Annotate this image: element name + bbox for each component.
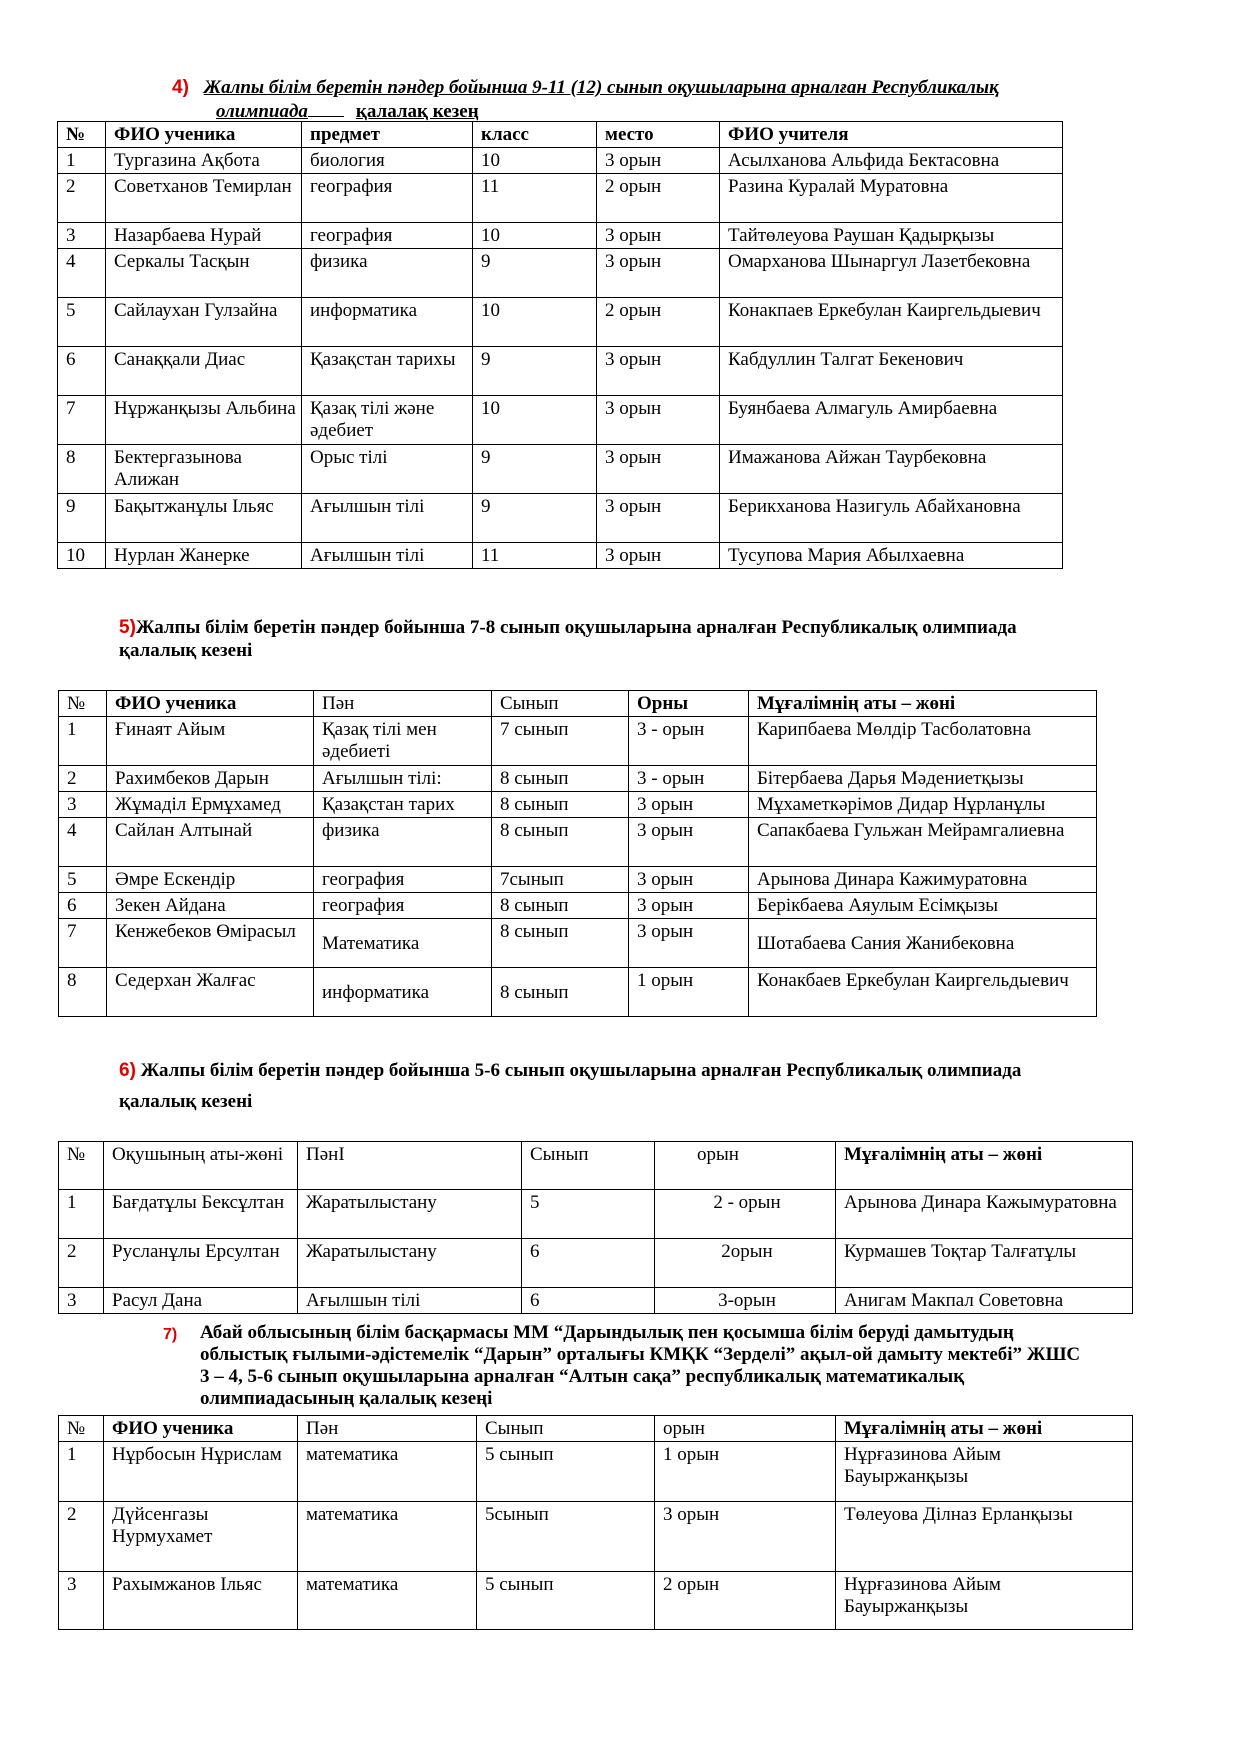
cell: математика (298, 1572, 477, 1630)
cell: 11 (473, 543, 597, 569)
cell: 3 (58, 223, 106, 249)
cell: физика (314, 818, 492, 867)
section5-number: 5) (119, 617, 136, 638)
header-student: ФИО ученика (106, 122, 302, 148)
cell: Конакбаев Еркебулан Каиргельдыевич (749, 968, 1097, 1017)
section6-number: 6) (119, 1060, 136, 1081)
cell: 8 сынып (492, 968, 629, 1017)
cell: Бақытжанұлы Ільяс (106, 494, 302, 543)
table-row (59, 792, 1097, 818)
cell: информатика (302, 298, 473, 347)
cell: Седерхан Жалғас (107, 968, 314, 1017)
table-header-row (58, 122, 1063, 148)
header-class: Сынып (492, 691, 629, 717)
cell: 3 орын (597, 148, 720, 174)
cell: Әмре Ескендір (107, 867, 314, 893)
cell: 2 орын (597, 174, 720, 223)
table-row (59, 818, 1097, 867)
header-number: № (59, 1142, 104, 1190)
cell: математика (298, 1502, 477, 1572)
cell: 3 орын (597, 347, 720, 396)
cell: Кенжебеков Өмірасыл (107, 919, 314, 968)
cell: 4 (58, 249, 106, 298)
cell: 2орын (655, 1239, 836, 1288)
section4-heading-line2 (216, 99, 479, 123)
cell: 3 орын (597, 223, 720, 249)
cell: 8 сынып (492, 792, 629, 818)
cell: Тайтөлеуова Раушан Қадырқызы (720, 223, 1063, 249)
cell: география (302, 223, 473, 249)
table-row (59, 867, 1097, 893)
cell: Рахимбеков Дарын (107, 766, 314, 792)
section4-heading (172, 77, 1112, 99)
section4-title-line2a: олимпиада (216, 101, 308, 122)
table-row (58, 298, 1063, 347)
cell: Ағылшын тілі (298, 1288, 522, 1314)
cell: 9 (473, 494, 597, 543)
cell: Расул Дана (104, 1288, 298, 1314)
section5-title-line1: Жалпы білім беретін пәндер бойынша 7-8 сынып оқушыларына арналған Республикалық олимпиада (135, 617, 1017, 638)
cell: 3 орын (629, 867, 749, 893)
section6-heading-line2 (119, 1091, 252, 1113)
table-row (58, 396, 1063, 445)
cell: Берікбаева Аяулым Есімқызы (749, 893, 1097, 919)
cell: Нұрбосын Нұрислам (104, 1442, 298, 1502)
cell: Омарханова Шынаргул Лазетбековна (720, 249, 1063, 298)
cell: география (314, 893, 492, 919)
cell: Арынова Динара Кажымуратовна (836, 1190, 1133, 1239)
cell: Санаққали Диас (106, 347, 302, 396)
table-row (58, 445, 1063, 494)
section7-title-line2: облыстық ғылыми-әдістемелік “Дарын” орталығы КМҚК “Зерделі” ақыл-ой дамыту мектебі” ЖШС (200, 1344, 1081, 1365)
cell: 4 (59, 818, 107, 867)
cell: 10 (473, 396, 597, 445)
cell: 8 сынып (492, 893, 629, 919)
cell: Берикханова Назигуль Абайхановна (720, 494, 1063, 543)
cell: 1 (59, 1190, 104, 1239)
cell: Зекен Айдана (107, 893, 314, 919)
cell: Анигам Макпал Советовна (836, 1288, 1133, 1314)
cell: 3 орын (629, 818, 749, 867)
cell: 3 (59, 1572, 104, 1630)
section5-title-line2: қалалық кезені (119, 640, 253, 661)
cell: 8 сынып (492, 766, 629, 792)
header-subject: предмет (302, 122, 473, 148)
cell: 1 орын (655, 1442, 836, 1502)
cell: 8 сынып (492, 919, 629, 968)
header-teacher: ФИО учителя (720, 122, 1063, 148)
cell: Нурлан Жанерке (106, 543, 302, 569)
cell: Русланұлы Ерсултан (104, 1239, 298, 1288)
table-row (59, 1572, 1133, 1630)
section7-table (58, 1415, 1133, 1630)
cell: 3 орын (629, 893, 749, 919)
cell: Бітербаева Дарья Мәдениетқызы (749, 766, 1097, 792)
cell: 10 (473, 148, 597, 174)
cell: Асылханова Альфида Бектасовна (720, 148, 1063, 174)
cell: 11 (473, 174, 597, 223)
section6-title-line2: қалалық кезені (119, 1091, 253, 1112)
header-teacher: Мұғалімнің аты – жөні (749, 691, 1097, 717)
table-row (58, 148, 1063, 174)
section4-title-line1: Жалпы білім беретін пәндер бойынша 9-11 (12) сынып оқушыларына арналған Республикалық (203, 77, 999, 98)
header-student: ФИО ученика (104, 1416, 298, 1442)
cell: 6 (522, 1239, 655, 1288)
section5-table (58, 690, 1097, 1017)
cell: 3 - орын (629, 766, 749, 792)
cell: Төлеуова Ділназ Ерланқызы (836, 1502, 1133, 1572)
header-subject: Пән (314, 691, 492, 717)
cell: Нұрғазинова Айым Бауыржанқызы (836, 1442, 1133, 1502)
cell: Қазақ тілі және әдебиет (302, 396, 473, 445)
table-row (59, 968, 1097, 1017)
cell: 6 (522, 1288, 655, 1314)
cell: Қазақстан тарихы (302, 347, 473, 396)
section6-title-line1: Жалпы білім беретін пәндер бойынша 5-6 сынып оқушыларына арналған Республикалық олимпиада (140, 1060, 1022, 1081)
section7-title-line4: олимпиадасының қалалық кезеңі (200, 1388, 493, 1409)
cell: Шотабаева Сания Жанибековна (749, 919, 1097, 968)
cell: биология (302, 148, 473, 174)
header-place: место (597, 122, 720, 148)
cell: 2 - орын (655, 1190, 836, 1239)
cell: 3 - орын (629, 717, 749, 766)
cell: Конакпаев Еркебулан Каиргельдыевич (720, 298, 1063, 347)
header-teacher: Мұғалімнің аты – жөні (836, 1416, 1133, 1442)
table-row (59, 1239, 1133, 1288)
cell: Нұрғазинова Айым Бауыржанқызы (836, 1572, 1133, 1630)
cell: 3 орын (597, 543, 720, 569)
cell: Карипбаева Мөлдір Тасболатовна (749, 717, 1097, 766)
header-student: ФИО ученика (107, 691, 314, 717)
cell: 8 (59, 968, 107, 1017)
cell: Буянбаева Алмагуль Амирбаевна (720, 396, 1063, 445)
header-place: орын (655, 1142, 836, 1190)
header-class: класс (473, 122, 597, 148)
cell: Математика (314, 919, 492, 968)
cell: 2 (59, 766, 107, 792)
cell: 10 (473, 298, 597, 347)
header-number: № (58, 122, 106, 148)
cell: 3 орын (597, 396, 720, 445)
cell: Жаратылыстану (298, 1190, 522, 1239)
cell: Ғинаят Айым (107, 717, 314, 766)
cell: Мұхаметкәрімов Дидар Нұрланұлы (749, 792, 1097, 818)
header-class: Сынып (477, 1416, 655, 1442)
cell: Курмашев Тоқтар Талғатұлы (836, 1239, 1133, 1288)
table-row (59, 919, 1097, 968)
cell: Дүйсенгазы Нурмухамет (104, 1502, 298, 1572)
table-header-row (59, 1416, 1133, 1442)
cell: 6 (58, 347, 106, 396)
cell: 1 (59, 717, 107, 766)
cell: информатика (314, 968, 492, 1017)
cell: Сайлаухан Гулзайна (106, 298, 302, 347)
cell: Қазақ тілі мен әдебиеті (314, 717, 492, 766)
cell: 9 (473, 249, 597, 298)
cell: 3 орын (597, 445, 720, 494)
cell: география (314, 867, 492, 893)
cell: 7сынып (492, 867, 629, 893)
section5-heading-line2 (119, 640, 252, 662)
section7-title-line1: Абай облысының білім басқармасы ММ “Дарындылық пен қосымша білім беруді дамытудың (200, 1322, 1014, 1343)
cell: Арынова Динара Кажимуратовна (749, 867, 1097, 893)
cell: Сапакбаева Гульжан Мейрамгалиевна (749, 818, 1097, 867)
table-row (59, 1442, 1133, 1502)
section7-title-line3: 3 – 4, 5-6 сынып оқушыларына арналған “Алтын сақа” республикалық математикалық (200, 1366, 965, 1387)
table-row (59, 893, 1097, 919)
table-row (59, 1288, 1133, 1314)
cell: Тусупова Мария Абылхаевна (720, 543, 1063, 569)
cell: 1 (58, 148, 106, 174)
cell: 10 (473, 223, 597, 249)
cell: Ағылшын тілі (302, 543, 473, 569)
cell: 9 (473, 445, 597, 494)
cell: Бектергазынова Алижан (106, 445, 302, 494)
cell: Разина Куралай Муратовна (720, 174, 1063, 223)
cell: 5 (59, 867, 107, 893)
cell: Жаратылыстану (298, 1239, 522, 1288)
header-subject: Пән (298, 1416, 477, 1442)
cell: Бағдатұлы Бексұлтан (104, 1190, 298, 1239)
cell: 7 сынып (492, 717, 629, 766)
cell: 1 орын (629, 968, 749, 1017)
cell: 8 (58, 445, 106, 494)
cell: 2 (58, 174, 106, 223)
header-student: Оқушының аты-жөні (104, 1142, 298, 1190)
cell: 2 (59, 1239, 104, 1288)
cell: 7 (58, 396, 106, 445)
cell: 8 сынып (492, 818, 629, 867)
cell: Назарбаева Нурай (106, 223, 302, 249)
cell: 3 орын (597, 494, 720, 543)
cell: Ағылшын тілі (302, 494, 473, 543)
cell: 1 (59, 1442, 104, 1502)
cell: Қазақстан тарих (314, 792, 492, 818)
cell: математика (298, 1442, 477, 1502)
cell: Кабдуллин Талгат Бекенович (720, 347, 1063, 396)
table-row (59, 1502, 1133, 1572)
cell: 2 орын (655, 1572, 836, 1630)
table-header-row (59, 1142, 1133, 1190)
header-subject: ПәнІ (298, 1142, 522, 1190)
header-place: Орны (629, 691, 749, 717)
table-row (58, 174, 1063, 223)
cell: Имажанова Айжан Таурбековна (720, 445, 1063, 494)
cell: физика (302, 249, 473, 298)
header-place: орын (655, 1416, 836, 1442)
cell: 9 (473, 347, 597, 396)
header-teacher: Мұғалімнің аты – жөні (836, 1142, 1133, 1190)
section4-table (57, 121, 1063, 569)
section6-table (58, 1141, 1133, 1314)
cell: 7 (59, 919, 107, 968)
table-row (59, 766, 1097, 792)
table-row (58, 249, 1063, 298)
cell: 6 (59, 893, 107, 919)
cell: Ағылшын тілі: (314, 766, 492, 792)
section4-number: 4) (172, 77, 189, 98)
table-row (59, 717, 1097, 766)
cell: 3 (59, 792, 107, 818)
section4-title-line2b: қалалақ кезең (355, 101, 479, 122)
cell: 3 орын (629, 792, 749, 818)
cell: Жұмаділ Ермұхамед (107, 792, 314, 818)
cell: география (302, 174, 473, 223)
table-row (59, 1190, 1133, 1239)
cell: 5 (58, 298, 106, 347)
header-number: № (59, 691, 107, 717)
cell: 3 орын (597, 249, 720, 298)
header-number: № (59, 1416, 104, 1442)
cell: 3 орын (629, 919, 749, 968)
cell: 9 (58, 494, 106, 543)
cell: 3 орын (655, 1502, 836, 1572)
table-row (58, 543, 1063, 569)
table-row (58, 223, 1063, 249)
table-row (58, 494, 1063, 543)
cell: Сайлан Алтынай (107, 818, 314, 867)
cell: Серкалы Тасқын (106, 249, 302, 298)
cell: 5 сынып (477, 1572, 655, 1630)
cell: 5 сынып (477, 1442, 655, 1502)
cell: 10 (58, 543, 106, 569)
cell: 3-орын (655, 1288, 836, 1314)
table-header-row (59, 691, 1097, 717)
section5-heading (119, 617, 1119, 639)
cell: 2 орын (597, 298, 720, 347)
cell: 5 (522, 1190, 655, 1239)
section6-heading (119, 1060, 1119, 1082)
table-row (58, 347, 1063, 396)
cell: Нұржанқызы Альбина (106, 396, 302, 445)
cell: Орыс тілі (302, 445, 473, 494)
section7-title (200, 1322, 1190, 1410)
cell: Советханов Темирлан (106, 174, 302, 223)
cell: Рахымжанов Ільяс (104, 1572, 298, 1630)
cell: 3 (59, 1288, 104, 1314)
section7-number: 7) (163, 1326, 178, 1343)
cell: Тургазина Ақбота (106, 148, 302, 174)
header-class: Сынып (522, 1142, 655, 1190)
cell: 5сынып (477, 1502, 655, 1572)
cell: 2 (59, 1502, 104, 1572)
